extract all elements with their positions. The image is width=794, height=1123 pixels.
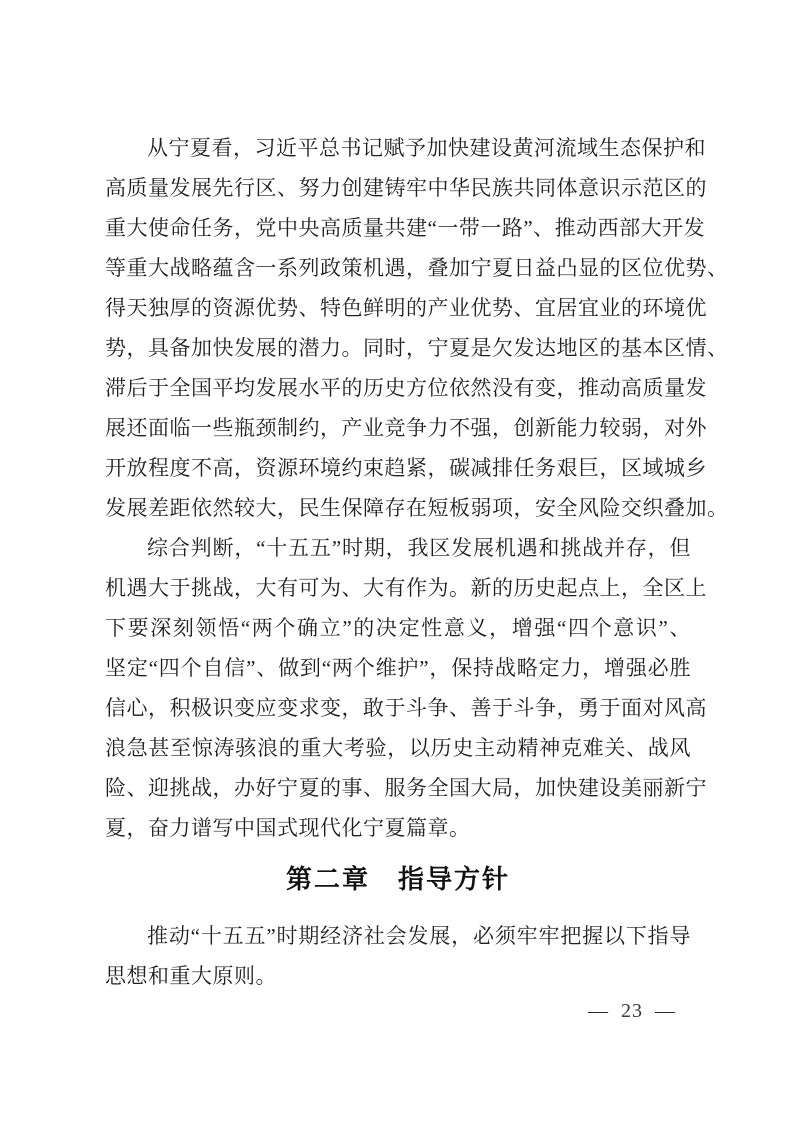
paragraph-line: 开放程度不高，资源环境约束趋紧，碳减排任务艰巨，区域城乡 <box>105 456 707 480</box>
page-number-value: 23 <box>621 1000 643 1022</box>
paragraph-line: 发展差距依然较大，民生保障存在短板弱项，安全风险交织叠加。 <box>105 496 729 520</box>
paragraph-line: 坚定“四个自信”、做到“两个维护”，保持战略定力，增强必胜 <box>105 656 691 680</box>
paragraph-line: 浪急甚至惊涛骇浪的重大考验，以历史主动精神克难关、战风 <box>105 736 691 760</box>
paragraph-line: 险、迎挑战，办好宁夏的事、服务全国大局，加快建设美丽新宁 <box>105 776 707 800</box>
document-body <box>105 128 729 996</box>
paragraph-line: 下要深刻领悟“两个确立”的决定性意义，增强“四个意识”、 <box>105 616 691 640</box>
paragraph-3 <box>105 916 691 996</box>
paragraph-2 <box>105 528 707 848</box>
paragraph-line: 思想和重大原则。 <box>105 964 277 988</box>
page-number-left-dash: — <box>588 1000 609 1022</box>
paragraph-line: 势，具备加快发展的潜力。同时，宁夏是欠发达地区的基本区情、 <box>105 336 729 360</box>
paragraph-line: 重大使命任务，党中央高质量共建“一带一路”、推动西部大开发 <box>105 216 706 240</box>
paragraph-line: 机遇大于挑战，大有可为、大有作为。新的历史起点上，全区上 <box>105 576 707 600</box>
paragraph-line: 滞后于全国平均发展水平的历史方位依然没有变，推动高质量发 <box>105 376 707 400</box>
paragraph-line: 展还面临一些瓶颈制约，产业竞争力不强，创新能力较弱，对外 <box>105 416 707 440</box>
paragraph-line: 夏，奋力谱写中国式现代化宁夏篇章。 <box>105 816 471 840</box>
paragraph-line: 高质量发展先行区、努力创建铸牢中华民族共同体意识示范区的 <box>105 176 707 200</box>
paragraph-line: 得天独厚的资源优势、特色鲜明的产业优势、宜居宜业的环境优 <box>105 296 707 320</box>
page-number-right-dash: — <box>655 1000 676 1022</box>
chapter-heading: 第二章 指导方针 <box>285 865 510 894</box>
paragraph-line: 从宁夏看，习近平总书记赋予加快建设黄河流域生态保护和 <box>147 136 706 160</box>
page-number <box>588 1000 676 1023</box>
paragraph-line: 等重大战略蕴含一系列政策机遇，叠加宁夏日益凸显的区位优势、 <box>105 256 729 280</box>
paragraph-line: 推动“十五五”时期经济社会发展，必须牢牢把握以下指导 <box>147 924 691 948</box>
paragraph-line: 信心，积极识变应变求变，敢于斗争、善于斗争，勇于面对风高 <box>105 696 707 720</box>
paragraph-line: 综合判断，“十五五”时期，我区发展机遇和挑战并存，但 <box>147 536 691 560</box>
paragraph-1 <box>105 128 729 528</box>
